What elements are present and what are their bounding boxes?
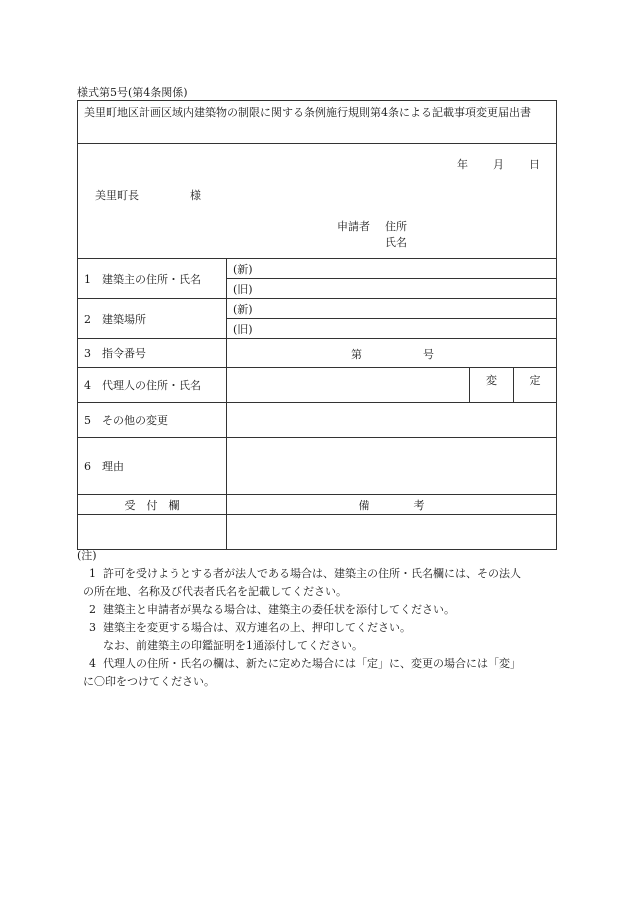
row1-new: (新) (227, 259, 557, 279)
addressee-sama: 様 (190, 189, 201, 202)
row5-label: 5 その他の変更 (78, 403, 227, 438)
row4-label: 4 代理人の住所・氏名 (78, 368, 227, 403)
notes-section (77, 547, 557, 691)
form-number: 様式第5号(第4条関係) (77, 86, 188, 99)
note-2 (77, 601, 557, 619)
row6-label: 6 理由 (78, 438, 227, 495)
date-day: 日 (529, 158, 540, 171)
row4-set: 定 (514, 368, 557, 403)
row1-old: (旧) (227, 279, 557, 299)
reception-header: 受 付 欄 (78, 495, 227, 515)
remarks-header: 備 考 (227, 495, 557, 515)
note-3-line2: なお、前建築主の印鑑証明を1通添付してください。 (103, 639, 363, 652)
row4-value (227, 368, 470, 403)
row2-new: (新) (227, 299, 557, 319)
notes-heading: (注) (77, 549, 97, 562)
note-1 (77, 565, 557, 601)
applicant-name-label: 氏名 (385, 236, 407, 249)
note-3 (77, 619, 557, 655)
notification-form (77, 100, 557, 550)
applicant-address-label: 住所 (385, 220, 407, 233)
reception-cell (78, 515, 227, 550)
note-4-line1: 代理人の住所・氏名の欄は、新たに定めた場合には「定」に、変更の場合には「変」 (103, 657, 521, 670)
remarks-cell (227, 515, 557, 550)
note-2-line1: 建築主と申請者が異なる場合は、建築主の委任状を添付してください。 (103, 603, 455, 616)
note-3-number: 3 (89, 621, 96, 634)
directive-go: 号 (423, 348, 434, 361)
form-title: 美里町地区計画区域内建築物の制限に関する条例施行規則第4条による記載事項変更届出書 (78, 101, 557, 144)
note-1-line1: 許可を受けようとする者が法人である場合は、建築主の住所・氏名欄には、その法人 (103, 567, 521, 580)
addressee-mayor: 美里町長 (95, 189, 139, 202)
note-2-number: 2 (89, 603, 96, 616)
row2-label: 2 建築場所 (78, 299, 227, 339)
row6-value (227, 438, 557, 495)
row3-value (227, 339, 557, 368)
date-year: 年 (457, 158, 468, 171)
row5-value (227, 403, 557, 438)
date-month: 月 (493, 158, 504, 171)
note-4-line2: に〇印をつけてください。 (83, 675, 215, 688)
row3-label: 3 指令番号 (78, 339, 227, 368)
row4-change: 変 (470, 368, 514, 403)
note-1-number: 1 (89, 567, 96, 580)
directive-dai: 第 (351, 348, 362, 361)
applicant-info-block (78, 144, 557, 259)
note-3-line1: 建築主を変更する場合は、双方連名の上、押印してください。 (103, 621, 411, 634)
applicant-label: 申請者 (337, 220, 370, 233)
row1-label: 1 建築主の住所・氏名 (78, 259, 227, 299)
note-1-line2: の所在地、名称及び代表者氏名を記載してください。 (83, 585, 347, 598)
row2-old: (旧) (227, 319, 557, 339)
note-4 (77, 655, 557, 691)
note-4-number: 4 (89, 657, 96, 670)
